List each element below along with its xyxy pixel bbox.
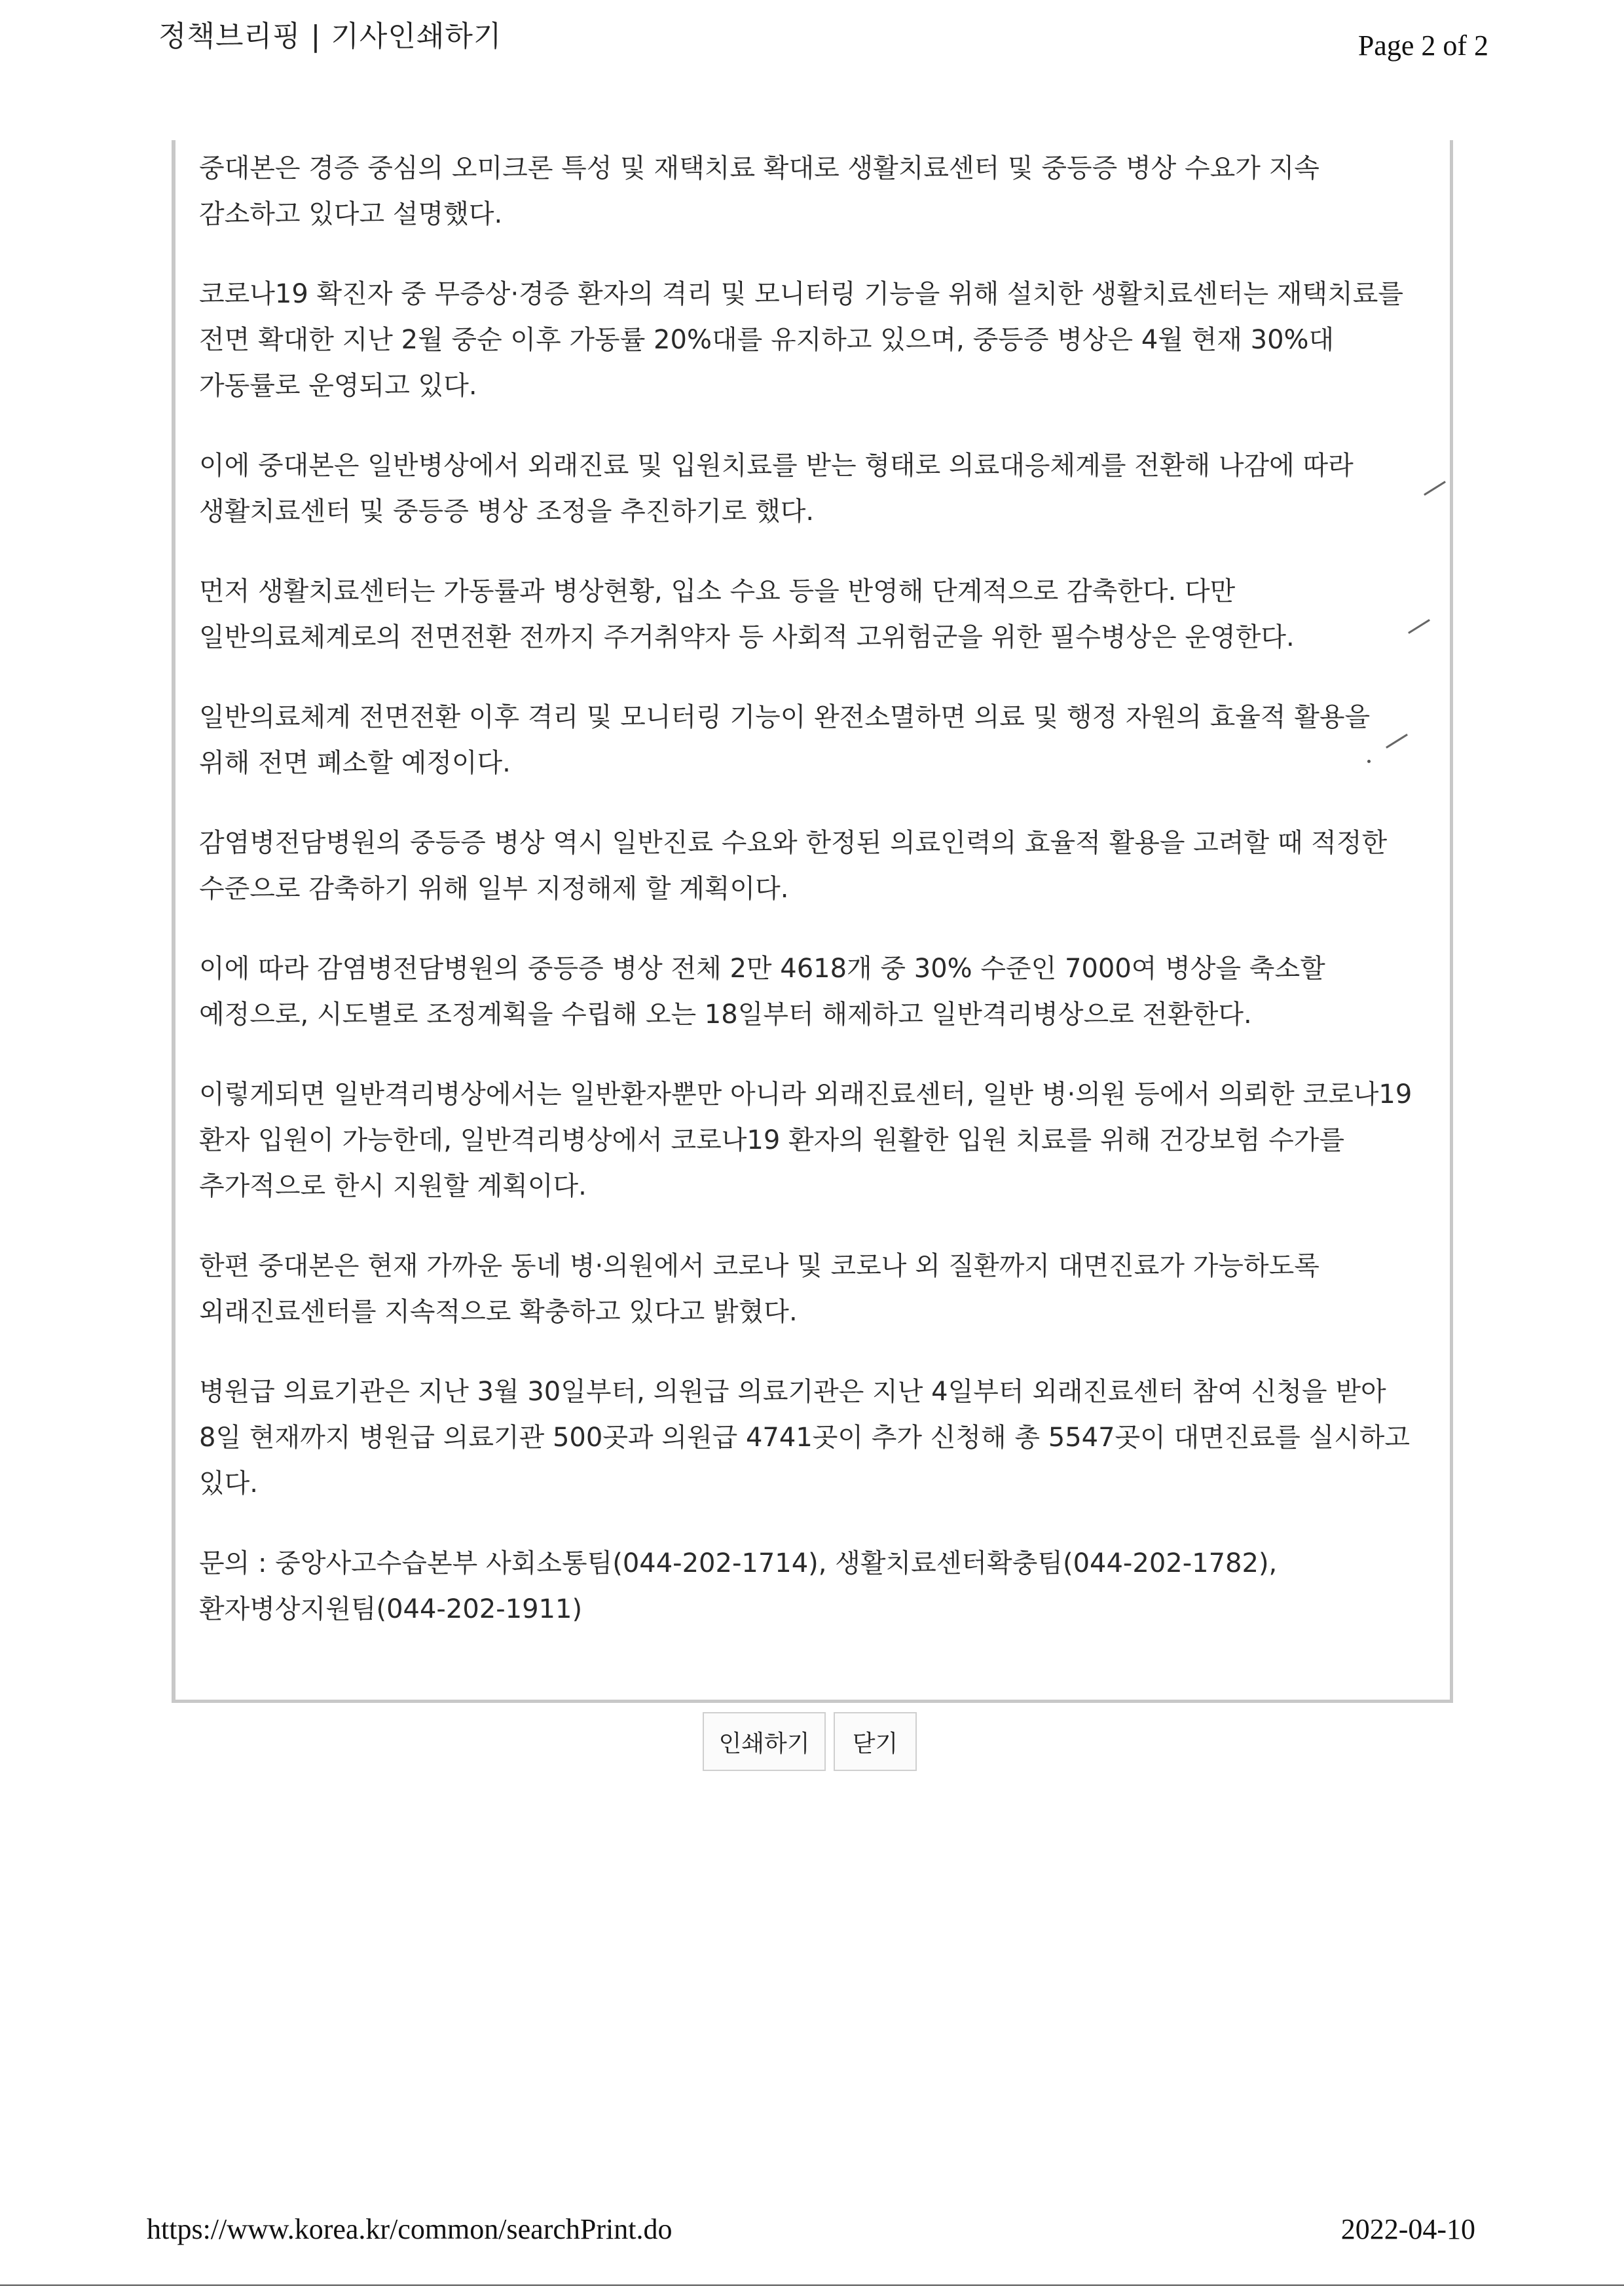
article-paragraph: 병원급 의료기관은 지난 3월 30일부터, 의원급 의료기관은 지난 4일부터 외래진료센터 참여 신청을 받아 8일 현재까지 병원급 의료기관 500곳과 의원급 4741곳이 추가 신청해 총 5547곳이 대면진료를 실시하고 있다. xyxy=(199,1377,1411,1499)
article-paragraph: 코로나19 확진자 중 무증상·경증 환자의 격리 및 모니터링 기능을 위해 설치한 생활치료센터는 재택치료를 전면 확대한 지난 2월 중순 이후 가동률 20%대를 유지하고 있으며, 중등증 병상은 4월 현재 30%대 가동률로 운영되고 있다. xyxy=(199,279,1404,401)
action-buttons xyxy=(703,1712,917,1771)
article-paragraph: 이렇게되면 일반격리병상에서는 일반환자뿐만 아니라 외래진료센터, 일반 병·의원 등에서 의뢰한 코로나19 환자 입원이 가능한데, 일반격리병상에서 코로나19 환자의 원활한 입원 치료를 위해 건강보험 수가를 추가적으로 한시 지원할 계획이다. xyxy=(199,1079,1412,1201)
contact-info: 문의 : 중앙사고수습본부 사회소통팀(044-202-1714), 생활치료센터확충팀(044-202-1782), 환자병상지원팀(044-202-1911) xyxy=(199,1548,1278,1624)
article-paragraph: 이에 중대본은 일반병상에서 외래진료 및 입원치료를 받는 형태로 의료대응체계를 전환해 나감에 따라 생활치료센터 및 중등증 병상 조정을 추진하기로 했다. xyxy=(199,451,1354,527)
footer-url: https://www.korea.kr/common/searchPrint.do xyxy=(147,2213,673,2245)
article-paragraph: 먼저 생활치료센터는 가동률과 병상현황, 입소 수요 등을 반영해 단계적으로 감축한다. 다만 일반의료체계로의 전면전환 전까지 주거취약자 등 사회적 고위험군을 위한 필수병상은 운영한다. xyxy=(199,576,1295,652)
scan-dot xyxy=(1367,760,1371,763)
article-body xyxy=(172,140,1453,1703)
footer-date: 2022-04-10 xyxy=(1340,2213,1475,2245)
close-button[interactable]: 닫기 xyxy=(834,1712,917,1771)
page-header-title: 정책브리핑 | 기사인쇄하기 xyxy=(158,20,502,53)
scan-edge-line xyxy=(0,2285,1624,2286)
article-paragraph: 한편 중대본은 현재 가까운 동네 병·의원에서 코로나 및 코로나 외 질환까지 대면진료가 가능하도록 외래진료센터를 지속적으로 확충하고 있다고 밝혔다. xyxy=(199,1251,1320,1327)
article-paragraph: 감염병전담병원의 중등증 병상 역시 일반진료 수요와 한정된 의료인력의 효율적 활용을 고려할 때 적정한 수준으로 감축하기 위해 일부 지정해제 할 계획이다. xyxy=(199,828,1388,904)
article-paragraph: 이에 따라 감염병전담병원의 중등증 병상 전체 2만 4618개 중 30% 수준인 7000여 병상을 축소할 예정으로, 시도별로 조정계획을 수립해 오는 18일부터 해제하고 일반격리병상으로 전환한다. xyxy=(199,954,1325,1030)
article-paragraph: 중대본은 경증 중심의 오미크론 특성 및 재택치료 확대로 생활치료센터 및 중등증 병상 수요가 지속 감소하고 있다고 설명했다. xyxy=(199,153,1320,229)
article-paragraph: 일반의료체계 전면전환 이후 격리 및 모니터링 기능이 완전소멸하면 의료 및 행정 자원의 효율적 활용을 위해 전면 폐소할 예정이다. xyxy=(199,702,1371,778)
print-button[interactable]: 인쇄하기 xyxy=(703,1712,826,1771)
page-number: Page 2 of 2 xyxy=(1357,29,1488,62)
